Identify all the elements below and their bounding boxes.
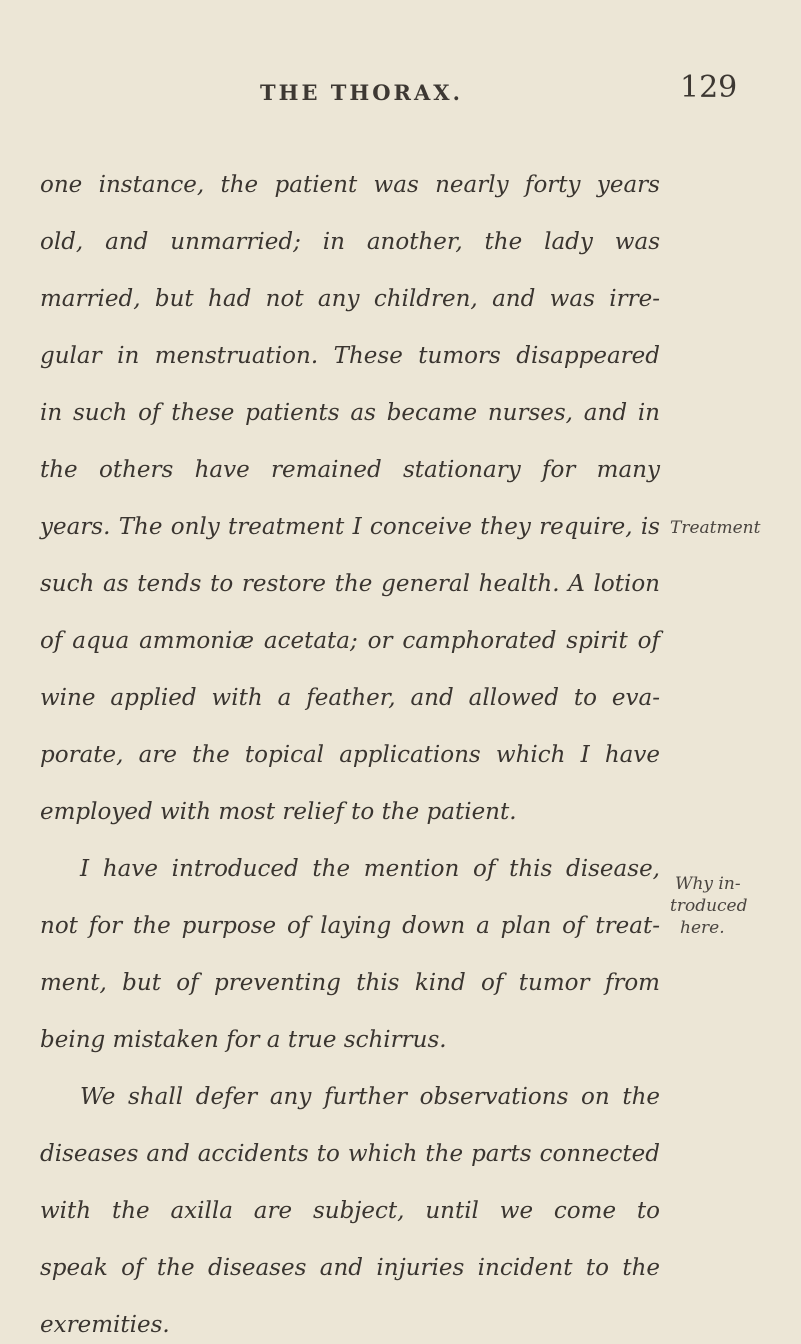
body-line: We shall defer any further observations on the xyxy=(80,1084,660,1110)
body-line: I have introduced the mention of this disease, xyxy=(80,856,660,882)
body-line: one instance, the patient was nearly forty years xyxy=(40,172,660,198)
body-line: with the axilla are subject, until we come to xyxy=(40,1198,660,1224)
body-line: wine applied with a feather, and allowed to eva- xyxy=(40,685,660,711)
body-line: not for the purpose of laying down a plan of treat- xyxy=(40,913,660,939)
body-line: porate, are the topical applications which I have xyxy=(40,742,660,768)
body-line: the others have remained stationary for many xyxy=(40,457,660,483)
body-line: of aqua ammoniæ acetata; or camphorated spirit of xyxy=(40,628,660,654)
margin-note-why-1: Why in- xyxy=(675,874,741,894)
body-line: such as tends to restore the general health. A lotion xyxy=(40,571,660,597)
body-line: being mistaken for a true schirrus. xyxy=(40,1027,447,1053)
body-line: employed with most relief to the patient. xyxy=(40,799,517,825)
page-number: 129 xyxy=(680,70,738,105)
body-line: diseases and accidents to which the parts connected xyxy=(40,1141,660,1167)
body-line: speak of the diseases and injuries incident to the xyxy=(40,1255,660,1281)
body-line: gular in menstruation. These tumors disappeared xyxy=(40,343,660,369)
body-line: exremities. xyxy=(40,1312,170,1338)
body-line: ment, but of preventing this kind of tumor from xyxy=(40,970,660,996)
margin-note-why-2: troduced xyxy=(670,896,748,916)
body-line: old, and unmarried; in another, the lady was xyxy=(40,229,660,255)
margin-note-treatment: Treatment xyxy=(670,518,761,538)
margin-note-why-3: here. xyxy=(680,918,725,938)
body-line: married, but had not any children, and was irre- xyxy=(40,286,660,312)
running-title: THE THORAX. xyxy=(260,80,463,105)
body-line: in such of these patients as became nurses, and in xyxy=(40,400,660,426)
body-line: years. The only treatment I conceive they require, is xyxy=(40,514,660,540)
